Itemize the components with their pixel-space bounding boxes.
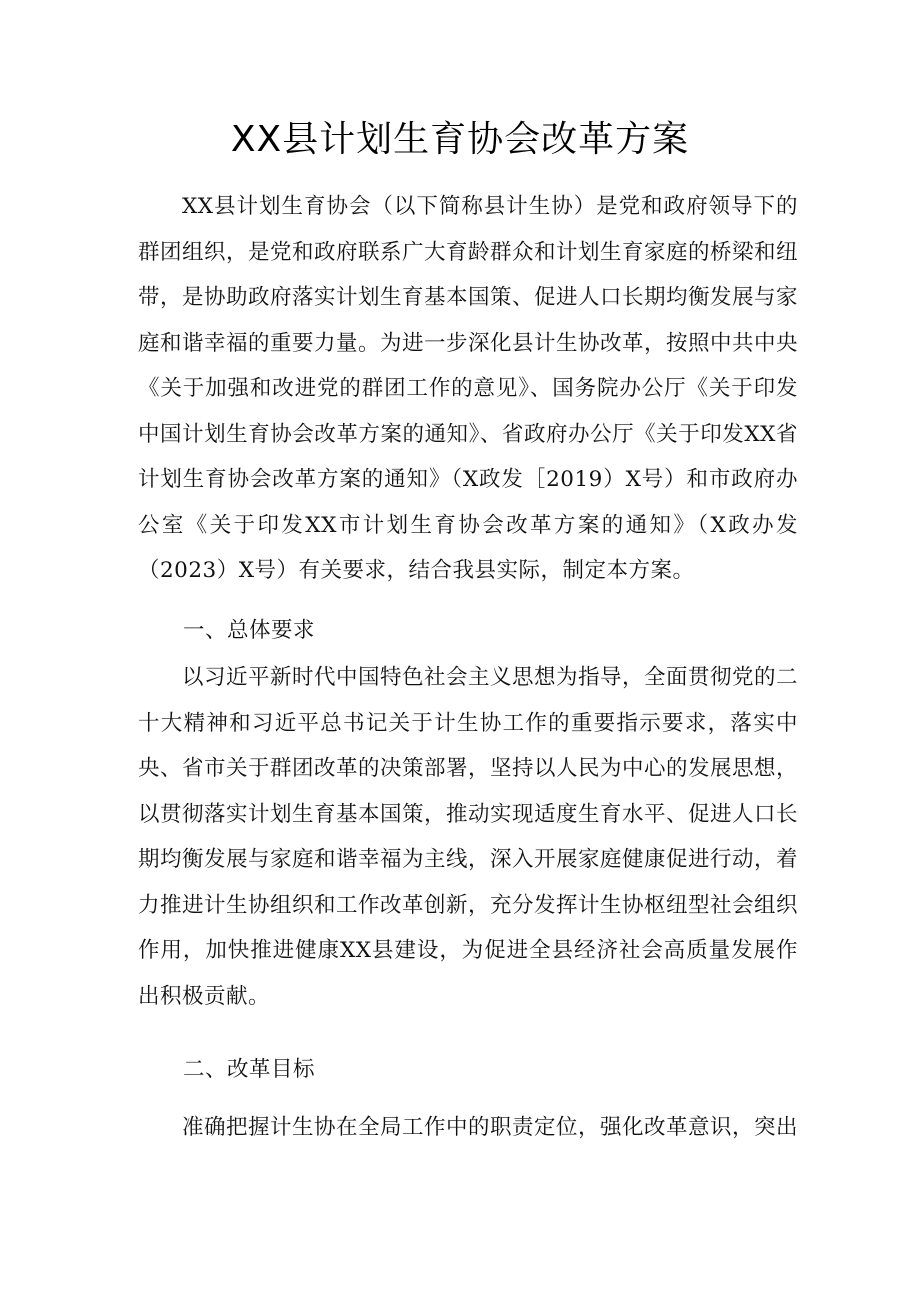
intro-paragraph: XX县计划生育协会（以下简称县计生协）是党和政府领导下的群团组织，是党和政府联系广大育龄群众和计划生育家庭的桥梁和纽带，是协助政府落实计划生育基本国策、促进人口长期均衡发展与家庭和谐幸福的重要力量。为进一步深化县计生协改革，按照中共中央《关于加强和改进党的群团工作的意见》、国务院办公厅《关于印发中国计划生育协会改革方案的通知》、省政府办公厅《关于印发XX省计划生育协会改革方案的通知》（X政发［2019）X号）和市政府办公室《关于印发XX市计划生育协会改革方案的通知》（X政办发（2023）X号）有关要求，结合我县实际，制定本方案。 — [138, 194, 799, 583]
section-body-general-requirements: 以习近平新时代中国特色社会主义思想为指导，全面贯彻党的二十大精神和习近平总书记关于计生协工作的重要指示要求，落实中央、省市关于群团改革的决策部署，坚持以人民为中心的发展思想，以贯彻落实计划生育基本国策，推动实现适度生育水平、促进人口长期均衡发展与家庭和谐幸福为主线，深入开展家庭健康促进行动，着力推进计生协组织和工作改革创新，充分发挥计生协枢纽型社会组织作用，加快推进健康XX县建设，为促进全县经济社会高质量发展作出积极贡献。 — [138, 665, 799, 1009]
section-heading-reform-goals: 二、改革目标 — [183, 1057, 316, 1082]
document-title: XX县计划生育协会改革方案 — [230, 119, 690, 160]
section-heading-general-requirements: 一、总体要求 — [183, 618, 316, 643]
section-body-reform-goals: 准确把握计生协在全局工作中的职责定位，强化改革意识，突出 — [182, 1115, 799, 1140]
